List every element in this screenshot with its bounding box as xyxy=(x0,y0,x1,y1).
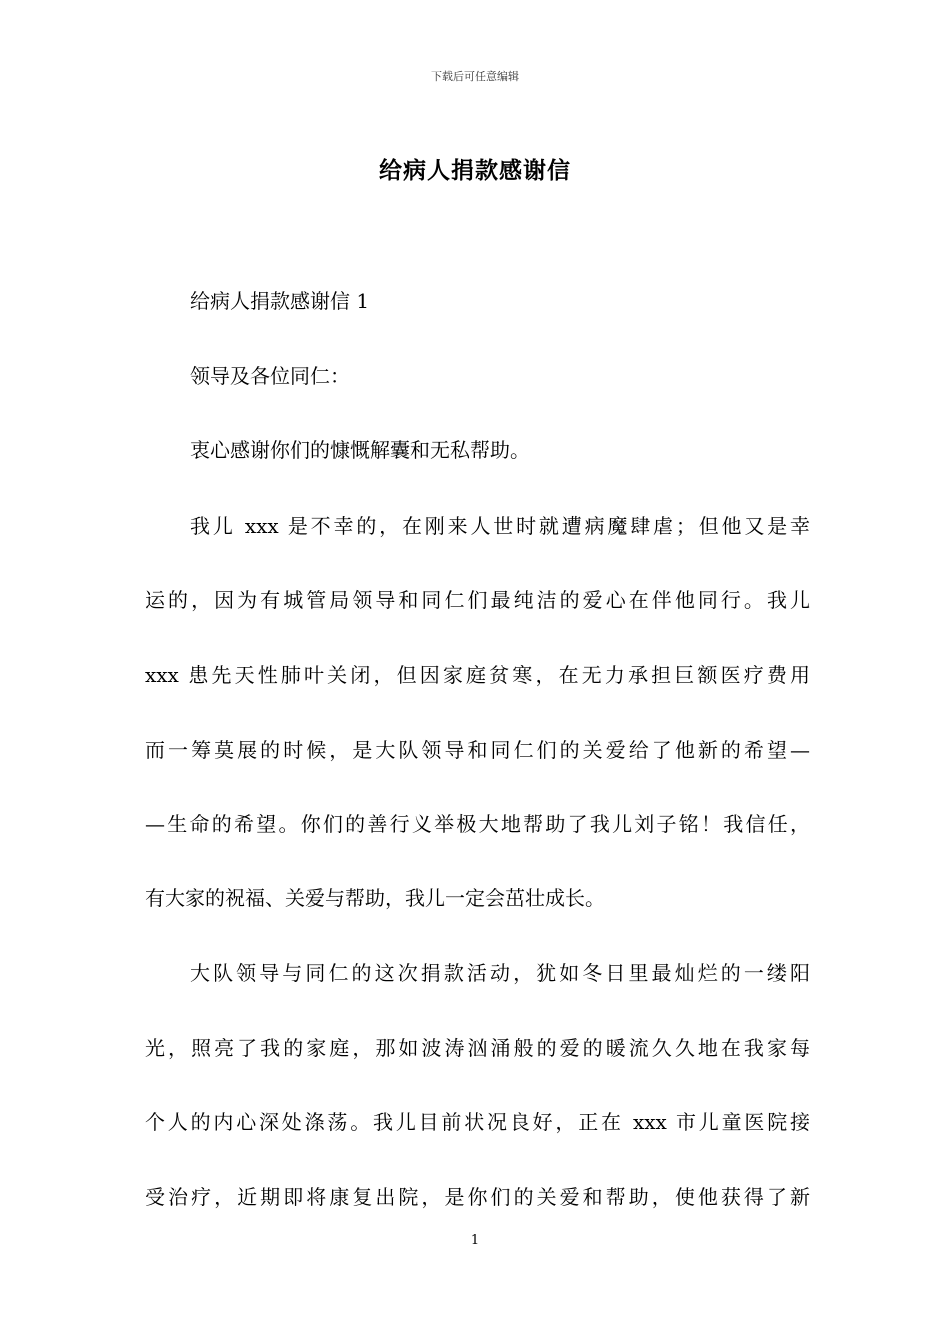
salutation-line: 领导及各位同仁： xyxy=(190,364,350,388)
document-title: 给病人捐款感谢信 xyxy=(379,157,571,184)
page-number: 1 xyxy=(470,1233,480,1248)
paragraph-line: 运的，因为有城管局领导和同仁们最纯洁的爱心在伴他同行。我儿 xyxy=(145,588,810,612)
paragraph-line: 衷心感谢你们的慷慨解囊和无私帮助。 xyxy=(190,438,530,462)
paragraph-line: xxx 患先天性肺叶关闭，但因家庭贫寒，在无力承担巨额医疗费用 xyxy=(145,663,810,687)
paragraph-line: 受治疗，近期即将康复出院，是你们的关爱和帮助，使他获得了新 xyxy=(145,1185,810,1209)
paragraph-line: 有大家的祝福、关爱与帮助，我儿一定会茁壮成长。 xyxy=(145,886,605,910)
header-note: 下载后可任意编辑 xyxy=(431,70,519,83)
paragraph-line: 而一筹莫展的时候，是大队领导和同仁们的关爱给了他新的希望— xyxy=(145,738,810,762)
paragraph-line: 个人的内心深处涤荡。我儿目前状况良好，正在 xxx 市儿童医院接 xyxy=(145,1110,810,1134)
paragraph-line: 大队领导与同仁的这次捐款活动，犹如冬日里最灿烂的一缕阳 xyxy=(190,961,810,985)
paragraph-line: 光，照亮了我的家庭，那如波涛汹涌般的爱的暖流久久地在我家每 xyxy=(145,1036,810,1060)
subtitle-line: 给病人捐款感谢信 1 xyxy=(190,289,370,313)
paragraph-line: 我儿 xxx 是不幸的，在刚来人世时就遭病魔肆虐；但他又是幸 xyxy=(190,514,810,538)
paragraph-line: —生命的希望。你们的善行义举极大地帮助了我儿刘子铭！我信任， xyxy=(145,812,810,836)
